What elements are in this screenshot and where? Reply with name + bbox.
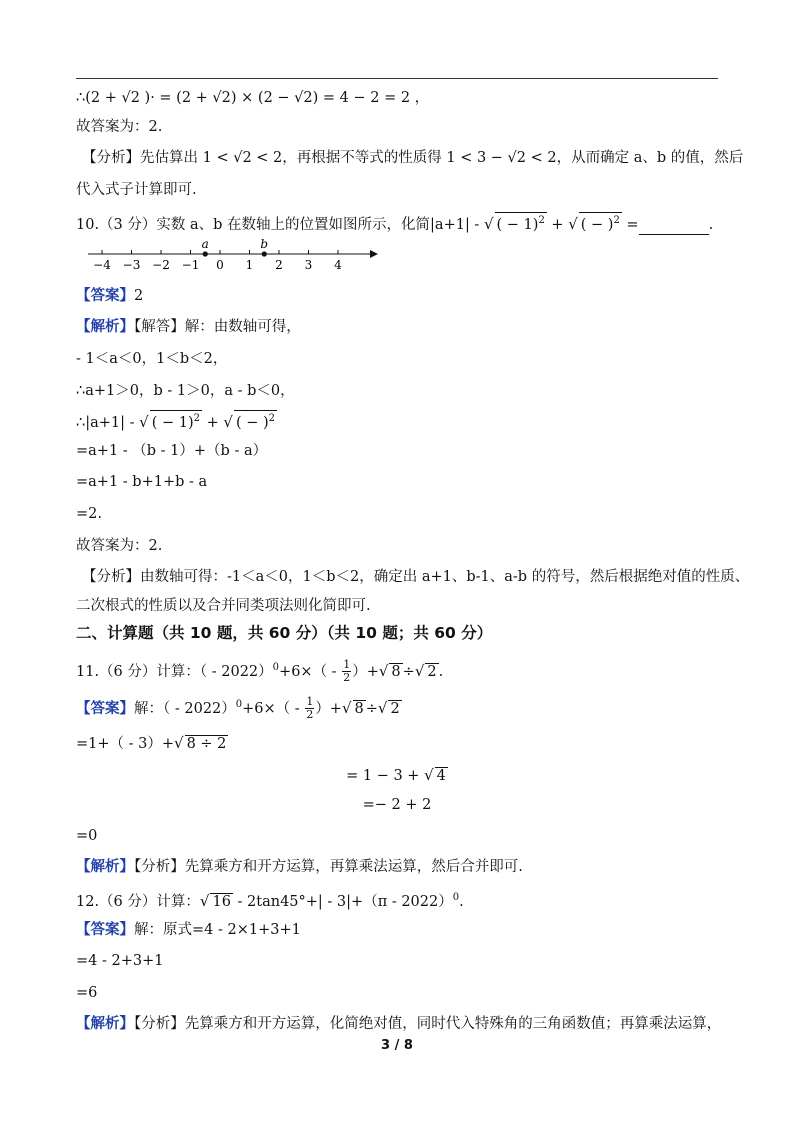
step-line: =0	[76, 828, 98, 844]
number-line-tick-label: 0	[216, 258, 224, 272]
text-line: ∴(2 + √2 )· = (2 + √2) × (2 − √2) = 4 − 2 = 2 ，	[76, 90, 430, 106]
answer-line: 【答案】解：原式=4 ‐ 2×1+3+1	[76, 922, 301, 938]
explanation-line: 【解析】【解答】解：由数轴可得，	[76, 319, 301, 335]
number-line-tick-label: −4	[93, 258, 111, 272]
question-10: 10.（3 分）实数 a、b 在数轴上的位置如图所示，化简|a+1| ‐ √ ( − 1)$^2$ + √ ( − )$^2$ = .	[76, 212, 726, 235]
point-a-dot	[203, 251, 208, 256]
radical: ( − )$^2$	[234, 410, 277, 431]
step-line: ∴a+1＞0，b ‐ 1＞0，a ‐ b＜0，	[76, 383, 295, 399]
point-b-dot	[262, 251, 267, 256]
number-line-tick-label: 3	[304, 258, 313, 272]
header-rule	[76, 78, 718, 79]
step-line: =− 2 + 2	[362, 797, 432, 813]
section-heading: 二、计算题（共 10 题，共 60 分）（共 10 题；共 60 分）	[76, 624, 493, 642]
radical: ( − 1)$^2$	[495, 212, 547, 233]
analysis-line: 【分析】先估算出 1 < √2 < 2，再根据不等式的性质得 1 < 3 − √2 < 2，从而确定 a、b 的值，然后	[82, 150, 744, 166]
text-line: 故答案为：2.	[76, 119, 163, 135]
fraction: $\frac{1}{2}$	[343, 658, 351, 685]
number-line-tick-label: −1	[181, 258, 200, 272]
radical: ( − )$^2$	[579, 212, 622, 233]
step-line: ∴|a+1| ‐ √ ( − 1)$^2$ + √ ( − )$^2$	[76, 410, 726, 433]
answer-tag: 【答案】	[76, 288, 134, 304]
number-line	[88, 232, 378, 272]
number-line-tick-label: 4	[334, 258, 342, 272]
analysis-tag: 【分析】	[82, 150, 140, 166]
answer-line: 【答案】2	[76, 288, 144, 304]
step-line: =a+1 ‐ （b ‐ 1）+（b ‐ a）	[76, 443, 268, 459]
explanation-tag: 【解析】	[76, 319, 134, 335]
step-line: =4 ‐ 2+3+1	[76, 953, 164, 969]
step-line: =2.	[76, 506, 102, 522]
step-line: =6	[76, 985, 98, 1001]
analysis-line: 二次根式的性质以及合并同类项法则化简即可.	[76, 598, 371, 614]
analysis-line: 【解析】【分析】先算乘方和开方运算，再算乘法运算，然后合并即可.	[76, 859, 523, 875]
number-line-arrow	[370, 250, 378, 258]
step-line: =1+（ ‐ 3）+√ 8 ÷ 2	[76, 734, 227, 752]
number-line-tick-label: 1	[245, 258, 254, 272]
analysis-line: 【解析】【分析】先算乘方和开方运算，化简绝对值，同时代入特殊角的三角函数值；再算乘法运算，	[76, 1016, 722, 1032]
answer-blank	[639, 220, 709, 235]
point-a-label: a	[201, 237, 209, 251]
point-b-label: b	[260, 237, 269, 251]
fraction: $\frac{1}{2}$	[306, 695, 314, 722]
step-line: 故答案为：2.	[76, 538, 163, 554]
number-line-tick-label: −2	[152, 258, 170, 272]
question-12: 12.（6 分）计算：√ 16 ‐ 2tan45°+| ‐ 3|+（π ‐ 2022）$^0$.	[76, 891, 464, 910]
analysis-line: 【分析】由数轴可得：-1＜a＜0，1＜b＜2，确定出 a+1、b-1、a-b 的符号，然后根据绝对值的性质、	[82, 569, 750, 585]
page-number: 3 / 8	[381, 1038, 413, 1053]
radical: ( − 1)$^2$	[150, 410, 202, 431]
answer-line: 【答案】解：（ ‐ 2022）$^0$+6×（ ‐ $\frac{1}{2}$ ）+√ 8 ÷√ 2	[76, 695, 400, 722]
text-line: 代入式子计算即可.	[76, 182, 197, 198]
question-11: 11.（6 分）计算：（ ‐ 2022）$^0$+6×（ ‐ $\frac{1}{2}$ ）+√ 8 ÷√ 2 .	[76, 658, 444, 685]
number-line-tick-label: 2	[275, 258, 283, 272]
step-line: =a+1 ‐ b+1+b ‐ a	[76, 474, 208, 490]
step-line: = 1 − 3 + √ 4	[346, 766, 446, 784]
step-line: ‐ 1＜a＜0，1＜b＜2，	[76, 351, 228, 367]
number-line-tick-label: −3	[122, 258, 141, 272]
